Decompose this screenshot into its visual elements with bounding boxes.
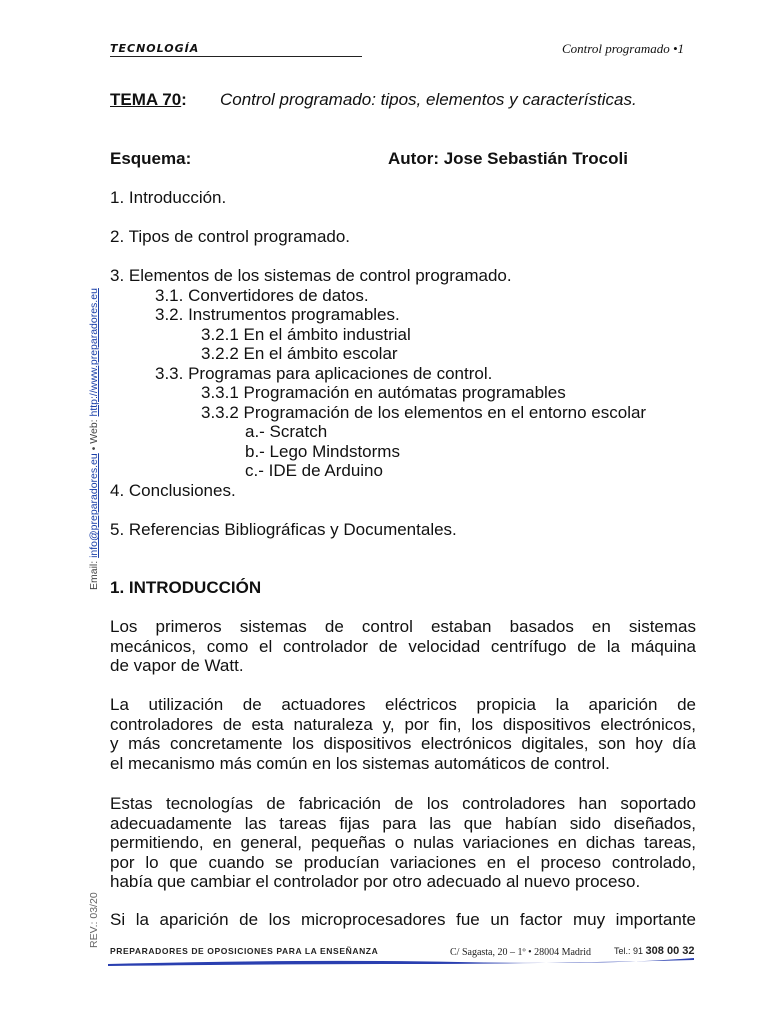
email-prefix: Email: [88, 557, 100, 590]
running-header-subject: TECNOLOGÍA [110, 42, 200, 55]
author-line: Autor: Jose Sebastián Trocoli [388, 149, 628, 168]
outline-item-2: 2. Tipos de control programado. [110, 227, 351, 246]
web-link[interactable]: http://www.preparadores.eu [88, 288, 100, 417]
footer-tel-number: 308 00 32 [645, 945, 695, 957]
paragraph-2 [110, 695, 696, 773]
paragraph-line: Los primeros sistemas de control estaban basados en sistemas [110, 617, 696, 636]
paragraph-line: había que cambiar el controlador por otro adecuado al nuevo proceso. [110, 872, 641, 892]
header-rule [110, 56, 362, 57]
paragraph-line: controladores de esta naturaleza y, por fin, los dispositivos electrónicos, [110, 714, 696, 734]
outline-item-3: 3. Elementos de los sistemas de control programado. [110, 266, 512, 285]
revision-label: REV.: 03/20 [88, 892, 100, 948]
paragraph-line: el mecanismo más común en los sistemas automáticos de control. [110, 753, 610, 773]
paragraph-line: y más concretamente los dispositivos electrónicos digitales, son hoy día [110, 734, 696, 754]
tema-title: Control programado: tipos, elementos y características. [220, 90, 637, 109]
paragraph-line: permitiendo, en general, pequeñas o nulas variaciones en dichas tareas, [110, 833, 696, 853]
outline-item-3-3-1: 3.3.1 Programación en autómatas programables [201, 383, 566, 402]
footer-org: PREPARADORES DE OPOSICIONES PARA LA ENSEÑANZA [110, 946, 379, 956]
paragraph-line: mecánicos, como el controlador de velocidad centrífugo de la máquina [110, 636, 696, 656]
paragraph-4 [110, 910, 696, 930]
paragraph-line: por lo que cuando se producían variaciones en el proceso controlado, [110, 852, 696, 872]
outline-item-3-2-2: 3.2.2 En el ámbito escolar [201, 344, 398, 363]
outline-item-3-2: 3.2. Instrumentos programables. [155, 305, 400, 324]
tema-label: TEMA 70 [110, 90, 182, 109]
paragraph-line: de vapor de Watt. [110, 656, 244, 676]
outline-item-5: 5. Referencias Bibliográficas y Documentales. [110, 520, 457, 539]
footer-swoosh-line [108, 956, 694, 968]
paragraph-line: La utilización de actuadores eléctricos propicia la aparición de [110, 695, 696, 714]
esquema-label: Esquema: [110, 149, 192, 168]
web-prefix: Web: [88, 416, 100, 444]
paragraph-line: Si la aparición de los microprocesadores fue un factor muy importante [110, 910, 696, 929]
outline-item-3-1: 3.1. Convertidores de datos. [155, 285, 369, 305]
paragraph-line: Estas tecnologías de fabricación de los controladores han soportado [110, 794, 696, 813]
outline-item-3-3: 3.3. Programas para aplicaciones de control. [155, 363, 493, 383]
outline-item-a: a.- Scratch [245, 422, 328, 441]
running-header-title: Control programado •1 [562, 41, 685, 56]
footer-tel-label: Tel.: 91 [614, 946, 644, 956]
tema-label-wrap [110, 90, 187, 110]
paragraph-1 [110, 617, 696, 676]
outline-item-b: b.- Lego Mindstorms [245, 441, 400, 461]
outline-item-c: c.- IDE de Arduino [245, 461, 383, 480]
outline-item-4: 4. Conclusiones. [110, 481, 236, 500]
email-link[interactable]: info@preparadores.eu [88, 453, 100, 558]
paragraph-3 [110, 794, 696, 892]
sidebar-separator: • [88, 443, 100, 454]
footer-address: C/ Sagasta, 20 – 1º • 28004 Madrid [450, 947, 592, 958]
tema-colon: : [181, 90, 187, 109]
paragraph-line: adecuadamente las tareas fijas para las que habían sido diseñados, [110, 813, 696, 833]
outline-item-1: 1. Introducción. [110, 188, 227, 207]
outline-item-3-2-1: 3.2.1 En el ámbito industrial [201, 324, 411, 344]
section-heading: 1. INTRODUCCIÓN [110, 578, 262, 597]
sidebar-contact [88, 288, 100, 590]
outline-item-3-3-2: 3.3.2 Programación de los elementos en el entorno escolar [201, 402, 647, 422]
